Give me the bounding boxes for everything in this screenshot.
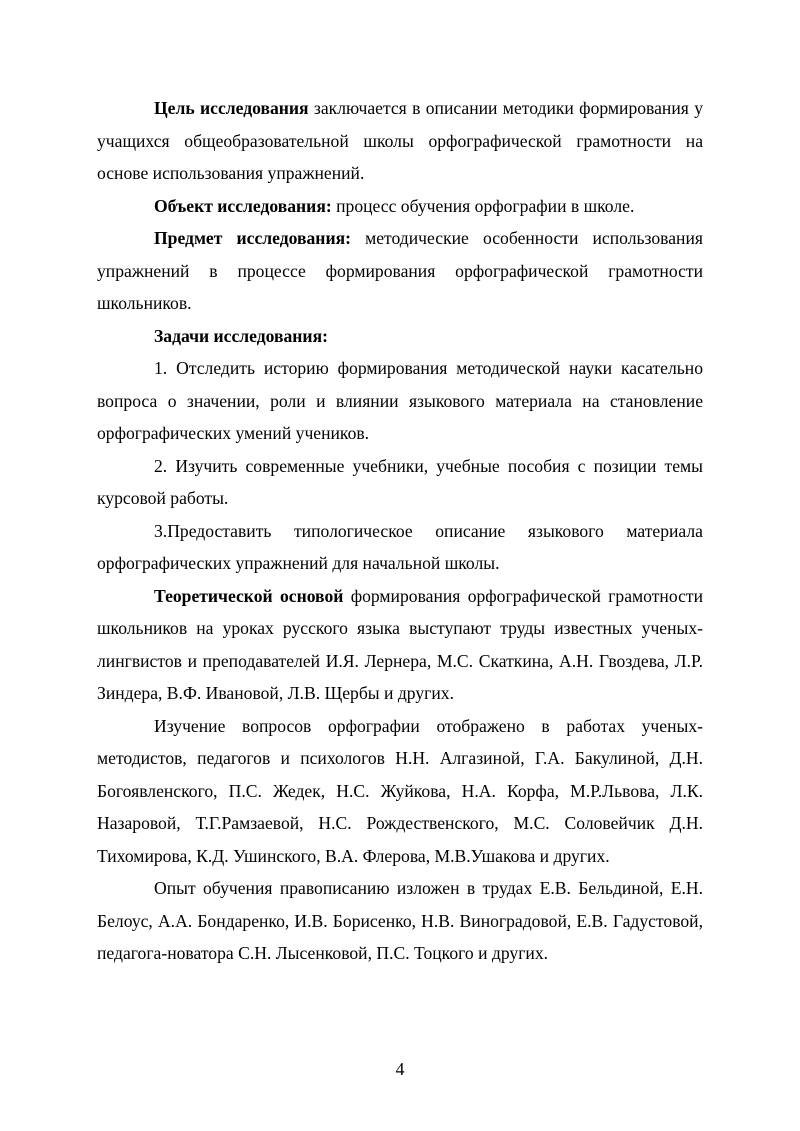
paragraph-text: заключается в описании методики формирования у учащихся общеобразовательной школы орфографической грамотности на основе использования упражнений.: [97, 98, 703, 183]
paragraph-text: процесс обучения орфографии в школе.: [331, 195, 635, 216]
paragraph-text: 2. Изучить современные учебники, учебные пособия с позиции темы курсовой работы.: [97, 455, 703, 508]
paragraph-heading: Задачи исследования:: [154, 325, 328, 346]
paragraph-text: 1. Отследить историю формирования методической науки касательно вопроса о значении, роли и влиянии языкового материала на становление орфографических умений учеников.: [97, 358, 703, 443]
paragraph-text: 3.Предоставить типологическое описание языкового материала орфографических упражнений для начальной школы.: [97, 520, 703, 573]
paragraph-heading: Теоретической основой: [154, 585, 344, 606]
paragraph-experience: [97, 872, 703, 970]
paragraph-task-3: [97, 515, 703, 580]
paragraph-subject: [97, 222, 703, 320]
document-page: [97, 92, 703, 970]
paragraph-tasks-heading: [97, 320, 703, 353]
paragraph-text: Опыт обучения правописанию изложен в трудах Е.В. Бельдиной, Е.Н. Белоус, А.А. Бондаренко, И.В. Борисенко, Н.В. Виноградовой, Е.В. Гадустовой, педагога-новатора С.Н. Лысенковой, П.С. Тоцкого и других.: [97, 878, 703, 963]
paragraph-text: методические особенности использования упражнений в процессе формирования орфографической грамотности школьников.: [97, 228, 703, 313]
paragraph-goal: [97, 92, 703, 190]
paragraph-theory: [97, 580, 703, 710]
page-number: 4: [395, 1059, 405, 1079]
paragraph-object: [97, 190, 703, 223]
paragraph-text: Изучение вопросов орфографии отображено в работах ученых-методистов, педагогов и психологов Н.Н. Алгазиной, Г.А. Бакулиной, Д.Н. Богоявленского, П.С. Жедек, Н.С. Жуйкова, Н.А. Корфа, М.Р.Львова, Л.К. Назаровой, Т.Г.Рамзаевой, Н.С. Рождественского, М.С. Соловейчик Д.Н. Тихомирова, К.Д. Ушинского, В.А. Флерова, М.В.Ушакова и других.: [97, 715, 703, 866]
paragraph-study: [97, 710, 703, 873]
paragraph-task-1: [97, 352, 703, 450]
paragraph-heading: Предмет исследования:: [154, 228, 351, 248]
paragraph-heading: Цель исследования: [154, 98, 309, 118]
paragraph-task-2: [97, 450, 703, 515]
paragraph-text: формирования орфографической грамотности школьников на уроках русского языка выступают труды известных ученых-лингвистов и преподавателей И.Я. Лернера, М.С. Скаткина, А.Н. Гвоздева, Л.Р. Зиндера, В.Ф. Ивановой, Л.В. Щербы и других.: [97, 585, 703, 703]
paragraph-heading: Объект исследования:: [154, 195, 332, 216]
